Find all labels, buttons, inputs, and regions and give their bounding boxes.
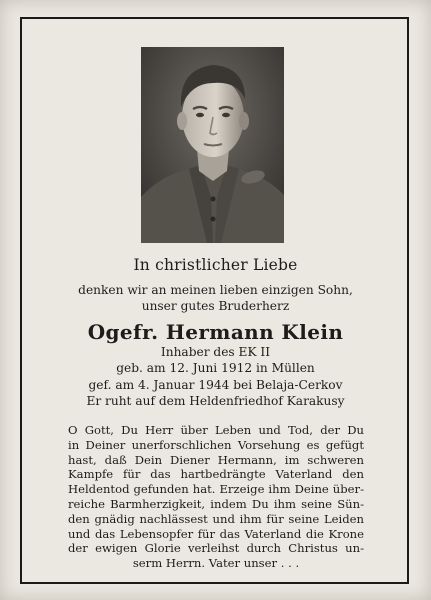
intro-line: unser gutes Bruderherz	[141, 299, 290, 313]
prayer-line: der ewigen Glorie verleihst durch Christus un-	[68, 541, 364, 556]
prayer-line: O Gott, Du Herr über Leben und Tod, der Du	[68, 423, 364, 437]
deceased-name	[0, 320, 431, 344]
prayer-line: hast, daß Dein Diener Hermann, im schweren	[68, 452, 364, 467]
intro-line: denken wir an meinen lieben einzigen Sohn,	[78, 283, 353, 297]
prayer-line: in Deiner unerforschlichen Vorsehung es gefügt	[68, 437, 364, 452]
rank: Ogefr.	[87, 320, 159, 344]
detail-line: gef. am 4. Januar 1944 bei Belaja-Cerkov	[88, 378, 343, 392]
prayer-text	[68, 423, 364, 571]
prayer-line: reiche Barmherzigkeit, indem Du ihm seine Sün-	[68, 496, 364, 511]
detail-line: Er ruht auf dem Heldenfriedhof Karakusy	[86, 394, 345, 408]
prayer-line: serm Herrn. Vater unser . . .	[132, 556, 300, 571]
prayer-line: den gnädig nachlässest und ihm für seine Leiden	[68, 511, 364, 526]
detail-line: geb. am 12. Juni 1912 in Müllen	[116, 361, 315, 375]
heading: In christlicher Liebe	[133, 256, 298, 274]
full-name: Hermann Klein	[165, 320, 344, 344]
prayer-line: und das Lebensopfer für das Vaterland die Krone	[68, 526, 364, 541]
prayer-line: Kampfe für das hartbedrängte Vaterland den	[68, 467, 364, 482]
prayer-line: Heldentod gefunden hat. Erzeige ihm Deine über-	[68, 482, 364, 497]
detail-line: Inhaber des EK II	[160, 345, 271, 359]
soldier-portrait	[141, 47, 284, 243]
